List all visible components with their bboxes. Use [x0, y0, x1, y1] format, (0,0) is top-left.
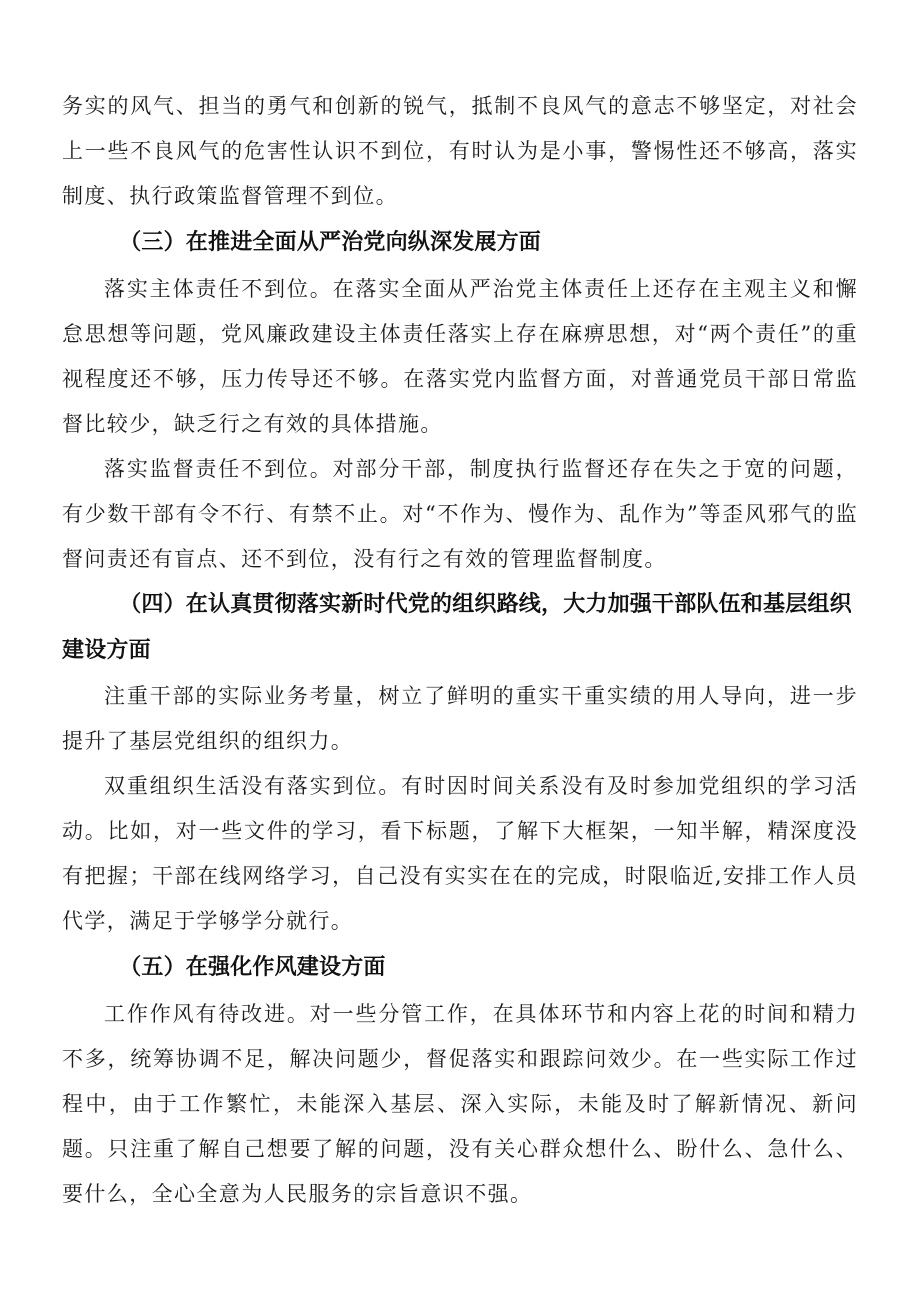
document-body — [62, 84, 858, 1217]
paragraph: 工作作风有待改进。对一些分管工作，在具体环节和内容上花的时间和精力不多，统筹协调不足，解决问题少，督促落实和跟踪问效少。在一些实际工作过程中，由于工作繁忙，未能深入基层、深入实际，未能及时了解新情况、新问题。只注重了解自己想要了解的问题，没有关心群众想什么、盼什么、急什么、要什么，全心全意为人民服务的宗旨意识不强。 — [62, 1002, 858, 1206]
section-heading-3: （三）在推进全面从严治党向纵深发展方面 — [119, 230, 541, 255]
section-heading-4: （四）在认真贯彻落实新时代党的组织路线，大力加强干部队伍和基层组织建设方面 — [62, 592, 852, 663]
paragraph: 注重干部的实际业务考量，树立了鲜明的重实干重实绩的用人导向，进一步提升了基层党组织的组织力。 — [62, 684, 858, 753]
paragraph: 双重组织生活没有落实到位。有时因时间关系没有及时参加党组织的学习活动。比如，对一些文件的学习，看下标题，了解下大框架，一知半解，精深度没有把握；干部在线网络学习，自己没有实实在在的完成，时限临近,安排工作人员代学，满足于学够学分就行。 — [62, 774, 858, 933]
paragraph-continued: 务实的风气、担当的勇气和创新的锐气，抵制不良风气的意志不够坚定，对社会上一些不良风气的危害性认识不到位，有时认为是小事，警惕性还不够高，落实制度、执行政策监督管理不到位。 — [62, 94, 858, 208]
section-heading-5: （五）在强化作风建设方面 — [119, 955, 386, 980]
paragraph: 落实主体责任不到位。在落实全面从严治党主体责任上还存在主观主义和懈怠思想等问题，党风廉政建设主体责任落实上存在麻痹思想，对“两个责任”的重视程度还不够，压力传导还不够。在落实党内监督方面，对普通党员干部日常监督比较少，缺乏行之有效的具体措施。 — [62, 277, 858, 436]
paragraph: 落实监督责任不到位。对部分干部，制度执行监督还存在失之于宽的问题，有少数干部有令不行、有禁不止。对“不作为、慢作为、乱作为”等歪风邪气的监督问责还有盲点、还不到位，没有行之有效的管理监督制度。 — [62, 457, 858, 571]
